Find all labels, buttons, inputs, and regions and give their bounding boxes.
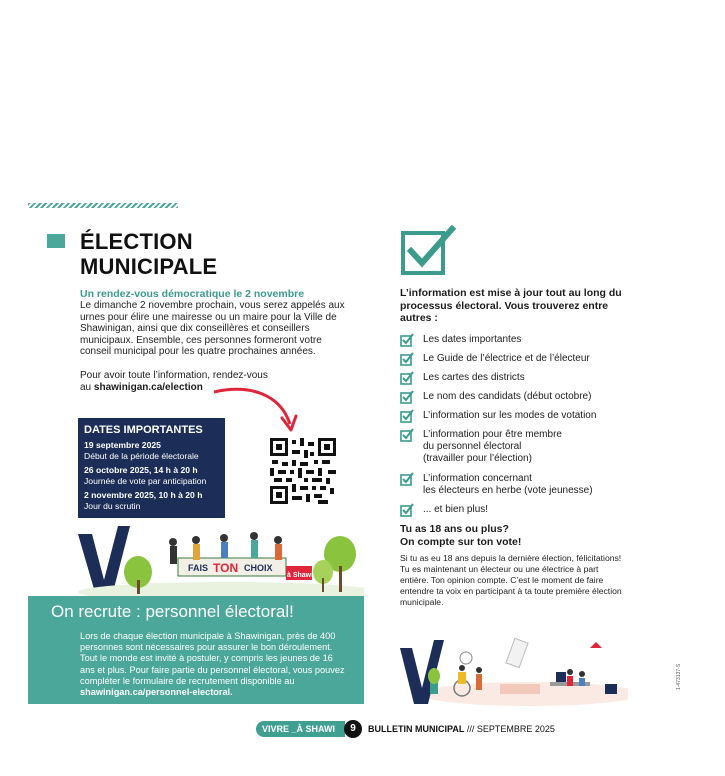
check-icon [400,503,414,517]
subtitle: Un rendez-vous démocratique le 2 novembre [80,288,305,300]
date-1: 19 septembre 2025 [84,440,161,450]
date-3-desc: Jour du scrutin [84,501,141,511]
recruitment-title: On recrute : personnel électoral! [51,602,294,621]
title-line-1: ÉLECTION [80,229,193,254]
important-dates-box [78,418,225,518]
list-item-text: L’information concernant [423,473,532,484]
footer-bulletin [368,724,555,734]
date-3: 2 novembre 2025, 10 h à 20 h [84,490,203,500]
list-item-text: Le nom des candidats (début octobre) [423,391,592,402]
sign-fais: FAIS [188,563,209,573]
list-item-text: ... et bien plus! [423,504,489,515]
check-icon [400,352,414,366]
list-item-text: Les dates importantes [423,334,522,345]
election-link[interactable]: shawinigan.ca/election [93,382,203,393]
list-item-text: L’information pour être membre [423,429,562,440]
list-item-text: (travailler pour l’élection) [423,453,532,464]
recruitment-body: Lors de chaque élection municipale à Shawinigan, près de 400 personnes sont nécessaires pour assurer le bon déroulement. Tout le monde est invité à postuler, y compris les jeunes de 16 ans et plus. Pour faire partie du personnel électoral, vous pouvez compléter le formulaire de recrutement disponible au [80,631,345,686]
check-icon [400,390,414,404]
title-marker [47,234,65,248]
side-code: 1-473137-S [676,663,682,690]
dates-title: DATES IMPORTANTES [84,424,203,436]
title-line-2: MUNICIPALE [80,254,218,279]
question-line-1: Tu as 18 ans ou plus? [400,523,509,535]
date-1-desc: Début de la période électorale [84,451,199,461]
list-item-text: Le Guide de l’électrice et de l’électeur [423,353,590,364]
decorative-hatch-bar [28,203,178,208]
list-item-text: Les cartes des districts [423,372,525,383]
footer-section-label: VIVRE _À SHAWI [262,724,336,734]
recruitment-link[interactable]: shawinigan.ca/personnel-electoral. [80,687,233,698]
check-icon [400,472,414,486]
office-illustration [400,636,628,706]
sign-shawi: à Shawi [287,572,314,579]
info-line-1: Pour avoir toute l’information, rendez-vous [80,370,268,381]
sign-choix: CHOIX [244,563,273,573]
qr-code[interactable] [270,438,336,504]
check-icon [400,428,414,442]
checkbox-icon [400,225,456,279]
election-banner-illustration [78,522,364,596]
question-line-2: On compte sur ton vote! [400,535,522,548]
info-line-2 [80,382,203,394]
date-2-desc: Journée de vote par anticipation [84,476,207,486]
check-icon [400,409,414,423]
list-item-text: les électeurs en herbe (vote jeunesse) [423,485,593,496]
info-prefix: au [80,382,94,393]
recruitment-text [80,631,350,698]
date-2: 26 octobre 2025, 14 h à 20 h [84,465,198,475]
info-heading: L’information est mise à jour tout au long du processus électoral. Vous trouverez entre autres : [400,287,622,324]
page-title [80,229,217,279]
list-item-text: du personnel électoral [423,441,522,452]
check-icon [400,333,414,347]
page-number: 9 [344,720,362,738]
list-item-text: L’information sur les modes de votation [423,410,597,421]
bulletin-date: /// SEPTEMBRE 2025 [464,724,555,734]
check-icon [400,371,414,385]
question-heading [400,523,521,548]
sign-ton: TON [213,561,239,575]
bulletin-title: BULLETIN MUNICIPAL [368,724,465,734]
youth-paragraph: Si tu as eu 18 ans depuis la dernière élection, félicitations! Tu es maintenant un électeur ou une électrice à part entière. Ton opinion compte. C’est le moment de faire entendre ta voix en participant à ta toute première élection municipale. [400,553,622,607]
intro-paragraph: Le dimanche 2 novembre prochain, vous serez appelés aux urnes pour élire une mairesse ou un maire pour la Ville de Shawinigan, ainsi que dix conseillères et conseillers municipaux. Ensemble, ces personnes formeront votre conseil municipal pour les quatre prochaines années. [80,300,345,358]
